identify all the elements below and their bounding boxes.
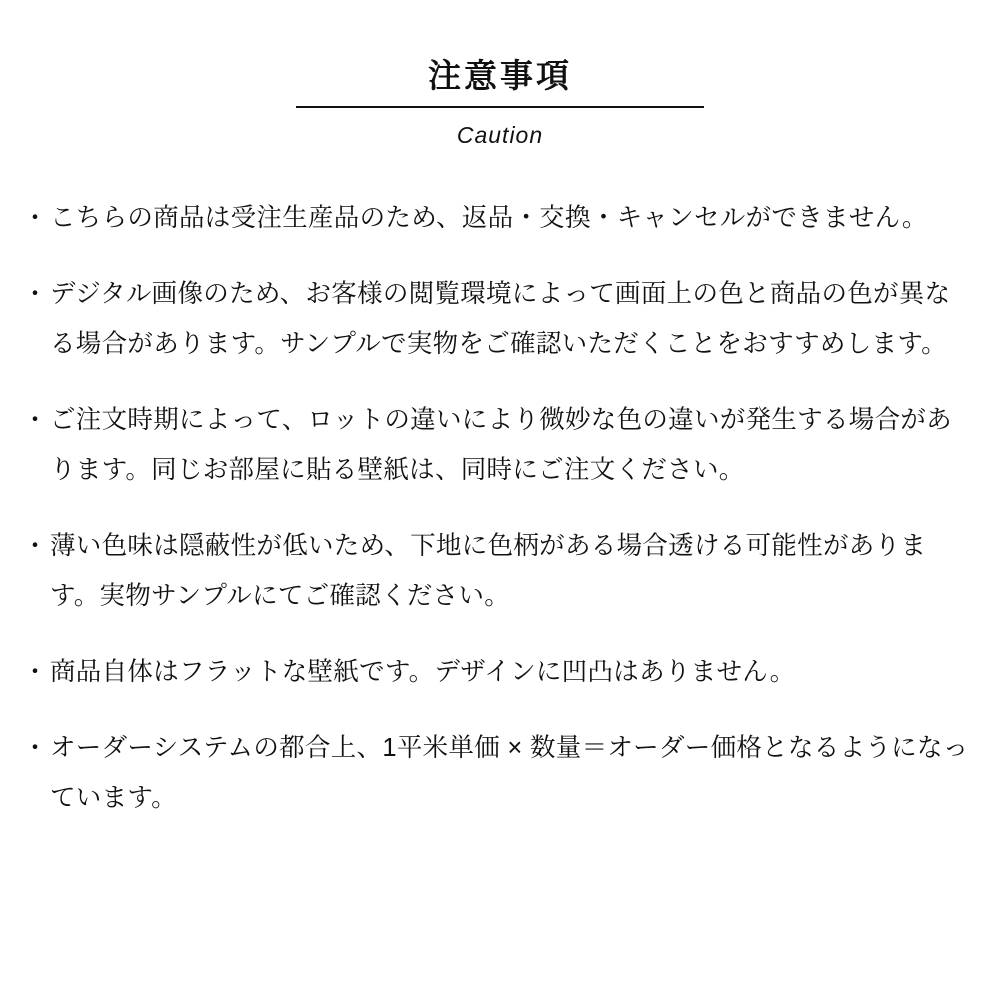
list-item-text: こちらの商品は受注生産品のため、返品・交換・キャンセルができません。	[50, 204, 928, 233]
list-item	[20, 521, 972, 621]
list-item-text: デジタル画像のため、お客様の閲覧環境によって画面上の色と商品の色が異なる場合があります。サンプルで実物をご確認いただくことをおすすめします。	[50, 280, 951, 359]
title-divider	[296, 106, 704, 108]
list-item-text: 商品自体はフラットな壁紙です。デザインに凹凸はありません。	[50, 658, 796, 687]
bullet-icon: ・	[22, 406, 48, 435]
bullet-icon: ・	[22, 532, 48, 561]
list-item	[20, 269, 972, 369]
list-item-text: オーダーシステムの都合上、1平米単価 × 数量＝オーダー価格となるようになっています。	[50, 734, 969, 813]
list-item	[20, 723, 972, 823]
page-title-japanese: 注意事項	[428, 57, 572, 94]
bullet-icon: ・	[22, 204, 48, 233]
bullet-icon: ・	[22, 734, 48, 763]
bullet-icon: ・	[22, 658, 48, 687]
page-title-english: Caution	[456, 122, 544, 149]
list-item	[20, 647, 972, 697]
bullet-icon: ・	[22, 280, 48, 309]
list-item	[20, 395, 972, 495]
list-item-text: 薄い色味は隠蔽性が低いため、下地に色柄がある場合透ける可能性があります。実物サンプルにてご確認ください。	[50, 532, 927, 611]
caution-list	[0, 193, 1000, 823]
list-item-text: ご注文時期によって、ロットの違いにより微妙な色の違いが発生する場合があります。同じお部屋に貼る壁紙は、同時にご注文ください。	[50, 406, 952, 485]
list-item	[20, 193, 972, 243]
document-header	[0, 0, 1000, 149]
